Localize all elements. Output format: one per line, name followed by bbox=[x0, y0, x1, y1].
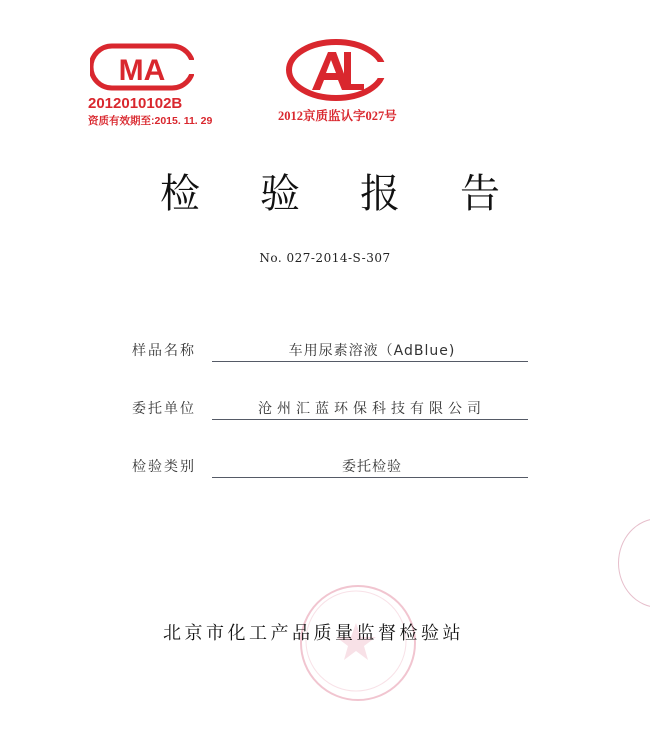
field-client bbox=[132, 398, 532, 422]
cal-mark-icon bbox=[284, 38, 388, 102]
field-underline bbox=[212, 361, 528, 362]
field-label: 样品名称 bbox=[132, 343, 196, 359]
report-title bbox=[160, 160, 500, 220]
cma-certificate-number: 2012010102B bbox=[88, 95, 183, 112]
field-sample-name bbox=[132, 340, 532, 364]
title-char: 告 bbox=[460, 170, 500, 217]
title-char: 验 bbox=[260, 170, 300, 217]
cma-validity: 资质有效期至:2015. 11. 29 bbox=[88, 115, 213, 127]
cma-certification-logo bbox=[86, 40, 213, 130]
issuing-organization: 北京市化工产品质量监督检验站 bbox=[163, 623, 464, 644]
field-underline bbox=[212, 419, 528, 420]
field-value: 沧州汇蓝环保科技有限公司 bbox=[258, 401, 486, 417]
field-underline bbox=[212, 477, 528, 478]
field-value: 车用尿素溶液（AdBlue) bbox=[288, 343, 456, 359]
field-inspection-type bbox=[132, 456, 532, 480]
title-char: 检 bbox=[160, 170, 200, 217]
field-label: 检验类别 bbox=[132, 459, 196, 475]
cal-certificate-number: 2012京质监认字027号 bbox=[278, 109, 397, 123]
svg-text:MA: MA bbox=[118, 54, 166, 87]
field-value: 委托检验 bbox=[342, 459, 402, 475]
field-label: 委托单位 bbox=[132, 401, 196, 417]
cal-certification-logo bbox=[276, 38, 396, 126]
title-char: 报 bbox=[360, 170, 400, 217]
edge-seal-stamp bbox=[618, 518, 650, 608]
report-number: No. 027-2014-S-307 bbox=[259, 251, 391, 265]
cma-mark-icon bbox=[90, 42, 194, 92]
